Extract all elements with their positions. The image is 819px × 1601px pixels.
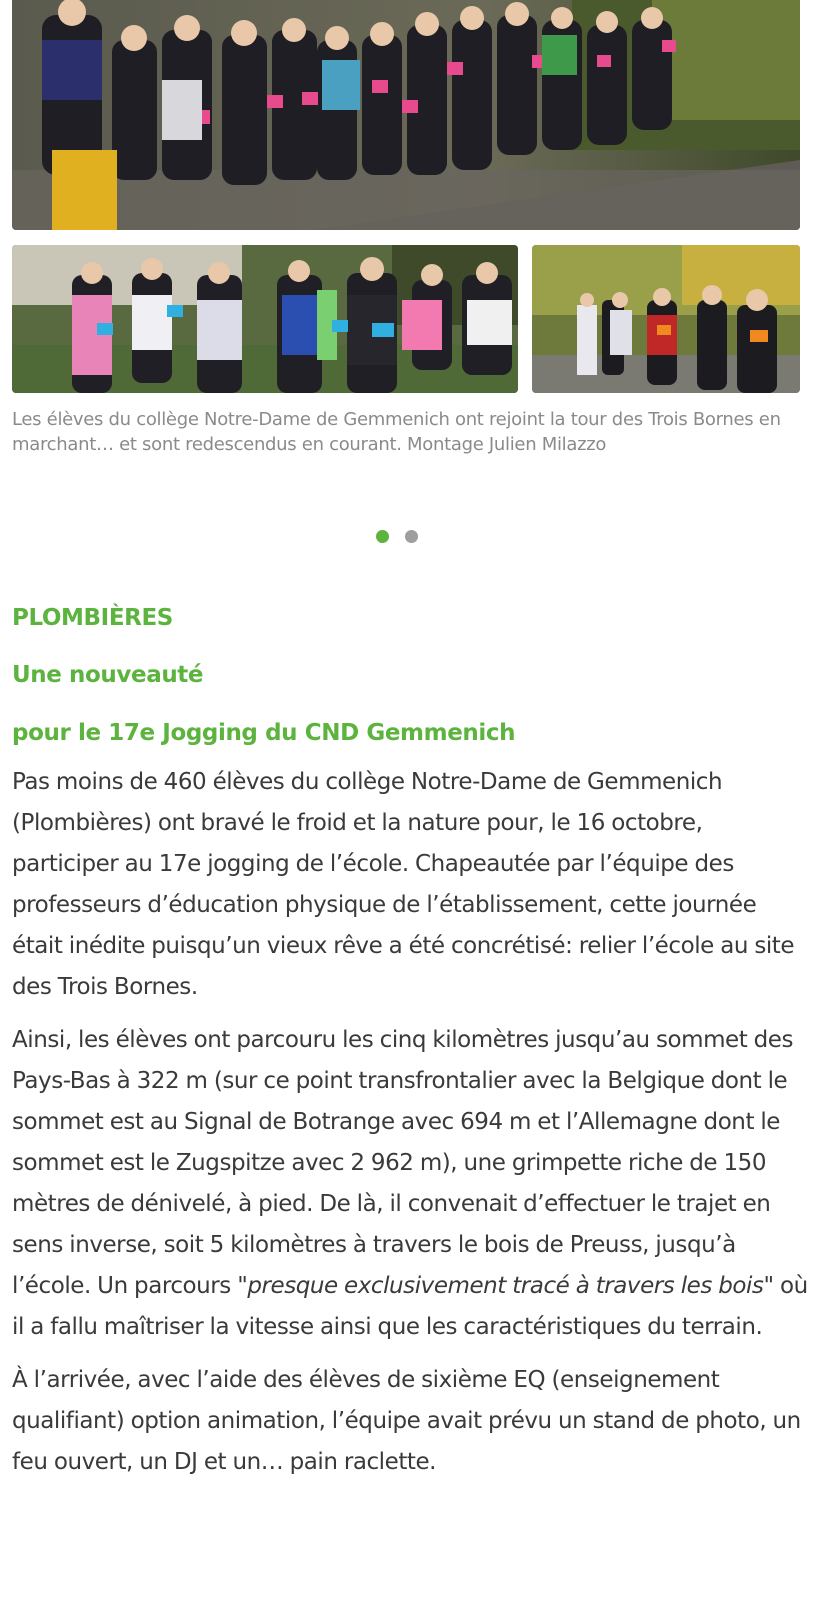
photo-students-bibs-image bbox=[12, 245, 518, 393]
paragraph-2-quote: "presque exclusivement tracé à travers les bois" bbox=[237, 1273, 774, 1299]
gallery-photo-forest[interactable] bbox=[532, 245, 800, 393]
carousel-dot-1[interactable] bbox=[376, 530, 389, 543]
article-headline-line-1: Une nouveauté bbox=[12, 662, 204, 688]
photo-start-line-image bbox=[12, 0, 800, 230]
article-body bbox=[12, 762, 808, 1495]
carousel-dot-2[interactable] bbox=[405, 530, 418, 543]
carousel-pagination[interactable] bbox=[0, 530, 806, 543]
article-kicker: PLOMBIÈRES bbox=[12, 605, 173, 631]
gallery-photo-group[interactable] bbox=[12, 245, 518, 393]
article-paragraph-3: À l’arrivée, avec l’aide des élèves de sixième EQ (enseignement qualifiant) option animation, l’équipe avait prévu un stand de photo, un feu ouvert, un DJ et un… pain raclette. bbox=[12, 1367, 801, 1475]
paragraph-2-text-before: Ainsi, les élèves ont parcouru les cinq kilomètres jusqu’au sommet des Pays-Bas à 322 m (sur ce point transfrontalier avec la Belgique dont le sommet est au Signal de Botrange avec 694 m et l’Allemagne dont le sommet est le Zugspitze avec 2 962 m), une grimpette riche de 150 mètres de dénivelé, à pied. De là, il convenait d’effectuer le trajet en sens inverse, soit 5 kilomètres à travers le bois de Preuss, jusqu’à l’école. Un parcours bbox=[12, 1027, 794, 1299]
gallery-photo-main[interactable] bbox=[12, 0, 800, 230]
article-headline-line-2: pour le 17e Jogging du CND Gemmenich bbox=[12, 720, 516, 746]
photo-caption: Les élèves du collège Notre-Dame de Gemmenich ont rejoint la tour des Trois Bornes en marchant… et sont redescendus en courant. Montage Julien Milazzo bbox=[12, 409, 781, 455]
article-paragraph-1: Pas moins de 460 élèves du collège Notre-Dame de Gemmenich (Plombières) ont bravé le froid et la nature pour, le 16 octobre, participer au 17e jogging de l’école. Chapeautée par l’équipe des professeurs d’éducation physique de l’établissement, cette journée était inédite puisqu’un vieux rêve a été concrétisé: relier l’école au site des Trois Bornes. bbox=[12, 769, 795, 1000]
article-paragraph-2 bbox=[12, 1020, 808, 1348]
photo-forest-walk-image bbox=[532, 245, 800, 393]
paragraph-2-text-after: où il a fallu maîtriser la vitesse ainsi que les caractéristiques du terrain. bbox=[12, 1273, 808, 1340]
